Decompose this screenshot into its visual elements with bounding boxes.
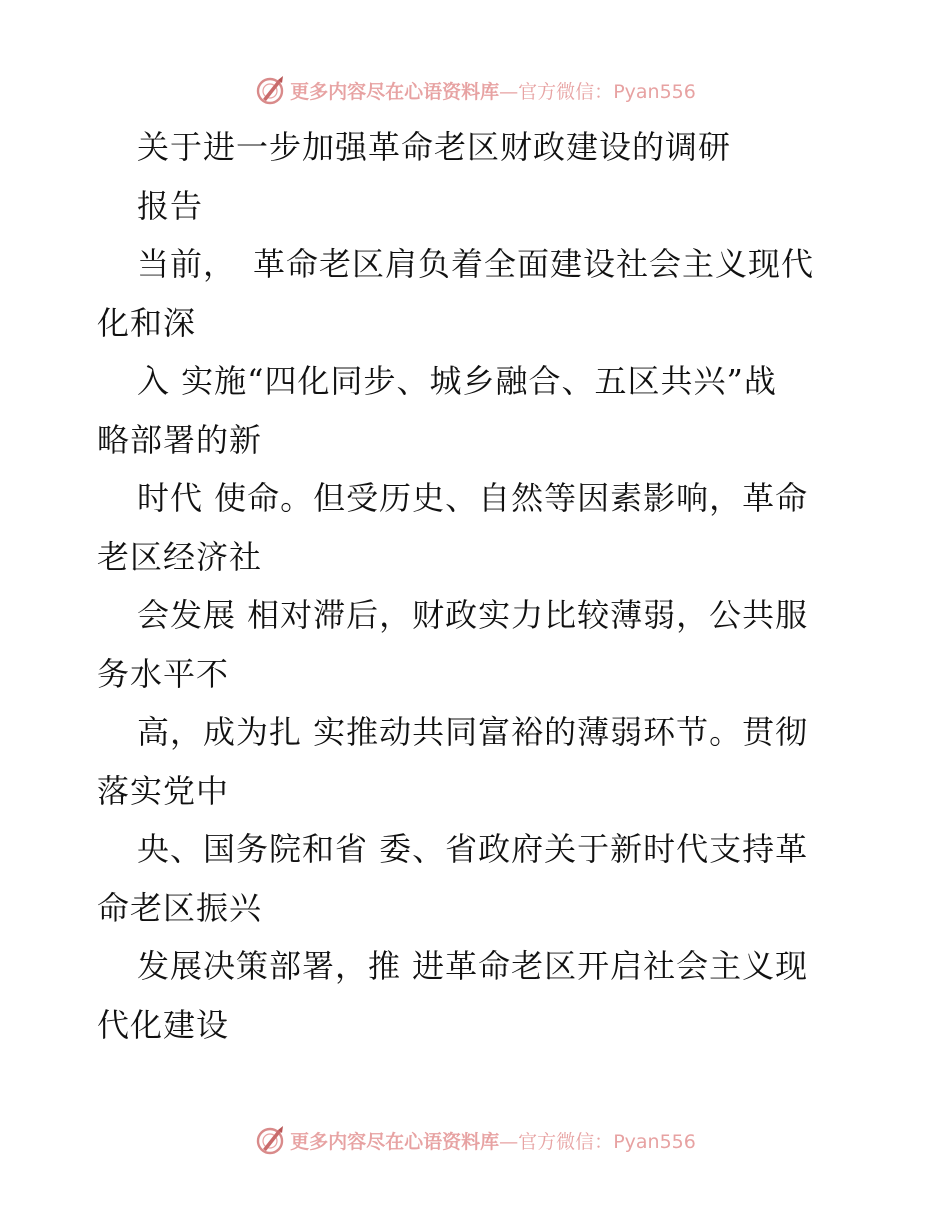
text-line: 发展决策部署，推 进革命老区开启社会主义现 — [137, 947, 809, 985]
quill-logo-icon — [254, 1124, 286, 1156]
text-line: 央、国务院和省 委、省政府关于新时代支持革 — [137, 830, 809, 868]
text-line: 关于进一步加强革命老区财政建设的调研 — [137, 128, 732, 166]
text-line: 会发展 相对滞后，财政实力比较薄弱，公共服 — [137, 596, 809, 634]
text-line: 报告 — [137, 186, 204, 225]
text-line: 务水平不 — [97, 654, 230, 693]
text-line: 高，成为扎 实推动共同富裕的薄弱环节。贯彻 — [137, 713, 809, 751]
text-line: 化和深 — [97, 303, 197, 342]
watermark-text: 更多内容尽在心语资料库—官方微信：Pyan556 — [290, 1130, 696, 1153]
quill-logo-icon — [254, 74, 286, 106]
text-line: 时代 使命。但受历史、自然等因素影响，革命 — [137, 479, 809, 517]
text-line: 命老区振兴 — [97, 888, 263, 927]
text-line: 代化建设 — [97, 1005, 230, 1044]
text-line: 入 实施“四化同步、城乡融合、五区共兴”战 — [137, 362, 777, 400]
text-line: 当前， 革命老区肩负着全面建设社会主义现代 — [137, 245, 815, 283]
text-line: 略部署的新 — [97, 420, 263, 459]
header-watermark-banner — [0, 70, 950, 110]
text-line: 老区经济社 — [97, 537, 263, 576]
text-line: 落实党中 — [97, 771, 230, 810]
footer-watermark-banner — [0, 1120, 950, 1160]
document-body — [97, 118, 857, 1054]
watermark-text: 更多内容尽在心语资料库—官方微信：Pyan556 — [290, 80, 696, 103]
